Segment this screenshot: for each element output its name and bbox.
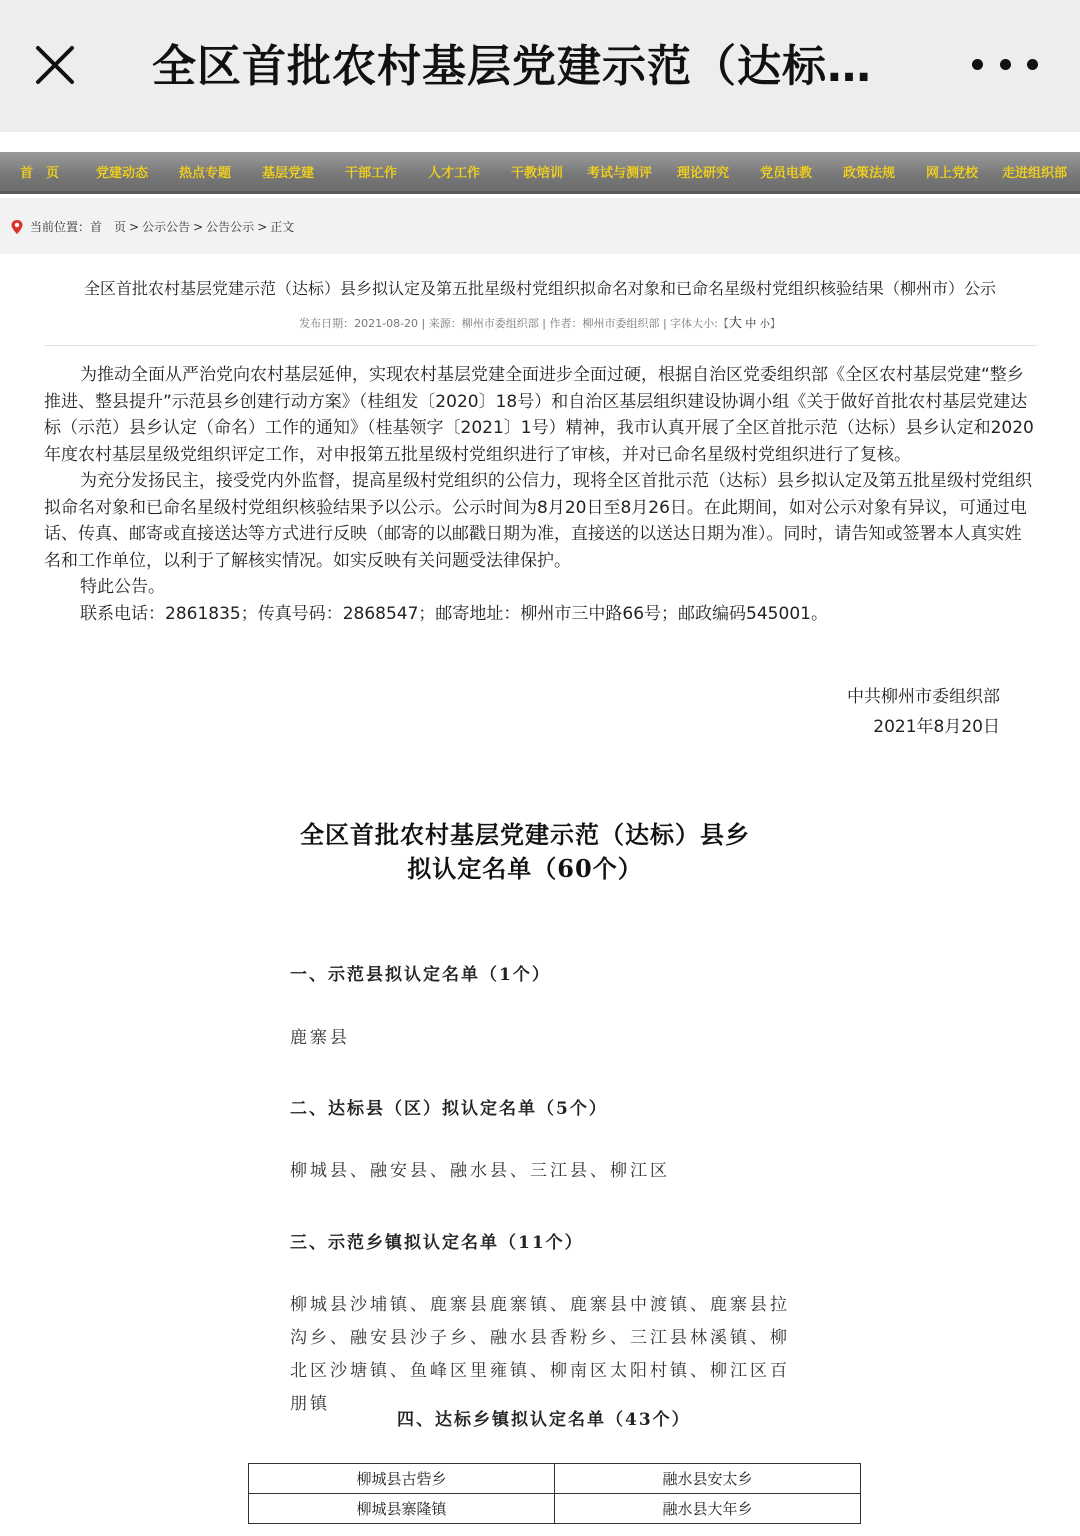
divider xyxy=(44,345,1037,346)
breadcrumb-current: 正文 xyxy=(270,220,295,234)
signature-date: 2021年8月20日 xyxy=(873,717,1000,737)
section-heading: 四、达标乡镇拟认定名单（43个） xyxy=(397,1410,691,1430)
paragraph: 为充分发扬民主，接受党内外监督，提高星级村党组织的公信力，现将全区首批示范（达标）县乡拟认定及第五批星级村党组织拟命名对象和已命名星级村党组织核验结果予以公示。公示时间为8月20日至8月26日。在此期间，如对公示对象有异议，可通过电话、传真、邮寄或直接送达等方式进行反映（邮寄的以邮戳日期为准，直接送的以送达日期为准）。同时，请告知或签署本人真实姓名和工作单位，以利于了解核实情况。如实反映有关问题受法律保护。 xyxy=(44,471,1032,571)
nav-item-news[interactable]: 党建动态 xyxy=(96,166,149,181)
table-cell: 融水县大年乡 xyxy=(555,1494,861,1524)
nav-item-online-school[interactable]: 网上党校 xyxy=(926,166,979,181)
table-row xyxy=(249,1464,861,1494)
site-nav xyxy=(0,152,1080,194)
breadcrumb-home[interactable]: 首 页 xyxy=(90,220,127,234)
section-heading: 三、示范乡镇拟认定名单（11个） xyxy=(290,1233,584,1253)
date-label: 发布日期： xyxy=(299,317,355,330)
publish-date: 2021-08-20 xyxy=(354,317,419,330)
document-title xyxy=(0,818,1050,886)
article-meta: 发布日期：2021-08-20 | 来源：柳州市委组织部 | 作者：柳州市委组织部 | 字体大小:【大 中 小】 xyxy=(299,316,781,331)
source-label: 来源： xyxy=(428,317,462,330)
table-cell: 融水县安太乡 xyxy=(555,1464,861,1494)
nav-item-grassroots[interactable]: 基层党建 xyxy=(262,166,315,181)
article-title: 全区首批农村基层党建示范（达标）县乡拟认定及第五批星级村党组织拟命名对象和已命名星级村党组织核验结果（柳州市）公示 xyxy=(83,279,996,298)
section-body: 柳城县沙埔镇、鹿寨县鹿寨镇、鹿寨县中渡镇、鹿寨县拉沟乡、融安县沙子乡、融水县香粉乡、三江县林溪镇、柳北区沙塘镇、鱼峰区里雍镇、柳南区太阳村镇、柳江区百朋镇 xyxy=(290,1295,790,1414)
section-body: 柳城县、融安县、融水县、三江县、柳江区 xyxy=(290,1161,670,1181)
section-heading: 二、达标县（区）拟认定名单（5个） xyxy=(290,1099,608,1119)
author: 柳州市委组织部 xyxy=(582,317,660,330)
table-row xyxy=(249,1494,861,1524)
font-size-large[interactable]: 大 xyxy=(728,316,742,331)
page-title: 全区首批农村基层党建示范（达标… xyxy=(152,41,872,92)
signature-org: 中共柳州市委组织部 xyxy=(847,687,1000,707)
nav-item-talent[interactable]: 人才工作 xyxy=(428,166,481,181)
more-options-icon[interactable] xyxy=(972,44,1038,84)
nav-item-education[interactable]: 党员电教 xyxy=(760,166,813,181)
top-bar xyxy=(0,0,1080,132)
font-size-small[interactable]: 小 xyxy=(759,319,770,330)
font-size-label: 字体大小: xyxy=(670,317,718,330)
nav-item-home[interactable]: 首 页 xyxy=(20,166,60,181)
document-title-line1: 全区首批农村基层党建示范（达标）县乡 xyxy=(300,820,750,849)
breadcrumb-notices[interactable]: 公示公告 xyxy=(142,220,191,234)
nav-item-cadre[interactable]: 干部工作 xyxy=(345,166,398,181)
location-pin-icon xyxy=(10,219,24,235)
signature xyxy=(847,682,1000,742)
breadcrumb-prefix: 当前位置： xyxy=(30,220,91,234)
nav-item-policy[interactable]: 政策法规 xyxy=(843,166,896,181)
towns-table xyxy=(248,1463,861,1524)
source: 柳州市委组织部 xyxy=(461,317,539,330)
table-cell: 柳城县寨隆镇 xyxy=(249,1494,555,1524)
font-size-medium[interactable]: 中 xyxy=(745,317,757,330)
paragraph: 特此公告。 xyxy=(80,577,165,597)
table-cell: 柳城县古砦乡 xyxy=(249,1464,555,1494)
article-body xyxy=(44,362,1037,627)
nav-item-theory[interactable]: 理论研究 xyxy=(677,166,730,181)
document-title-line2: 拟认定名单（60个） xyxy=(407,854,643,883)
breadcrumb-bar xyxy=(0,198,1080,254)
nav-item-about[interactable]: 走进组织部 xyxy=(1002,166,1068,181)
section-body: 鹿寨县 xyxy=(290,1028,350,1048)
paragraph: 联系电话：2861835；传真号码：2868547；邮寄地址：柳州市三中路66号；邮政编码545001。 xyxy=(80,603,828,624)
paragraph: 为推动全面从严治党向农村基层延伸，实现农村基层党建全面进步全面过硬，根据自治区党委组织部《全区农村基层党建“整乡推进、整县提升”示范县乡创建行动方案》（桂组发〔2020〕18号）和自治区基层组织建设协调小组《关于做好首批农村基层党建达标（示范）县乡认定（命名）工作的通知》（桂基领字〔2021〕1号）精神，我市认真开展了全区首批示范（达标）县乡认定和2020年度农村基层星级党组织评定工作，对申报第五批星级村党组织进行了审核，并对已命名星级村党组织进行了复核。 xyxy=(44,365,1034,465)
section-heading: 一、示范县拟认定名单（1个） xyxy=(290,965,551,985)
close-icon[interactable] xyxy=(30,40,80,90)
breadcrumb-announcements[interactable]: 公告公示 xyxy=(206,220,255,234)
nav-item-training[interactable]: 干教培训 xyxy=(511,166,564,181)
nav-item-topics[interactable]: 热点专题 xyxy=(179,166,232,181)
breadcrumb: 当前位置： 首 页 > 公示公告 > 公告公示 > 正文 xyxy=(10,218,294,235)
nav-item-exam[interactable]: 考试与测评 xyxy=(587,166,653,181)
author-label: 作者： xyxy=(549,317,583,330)
